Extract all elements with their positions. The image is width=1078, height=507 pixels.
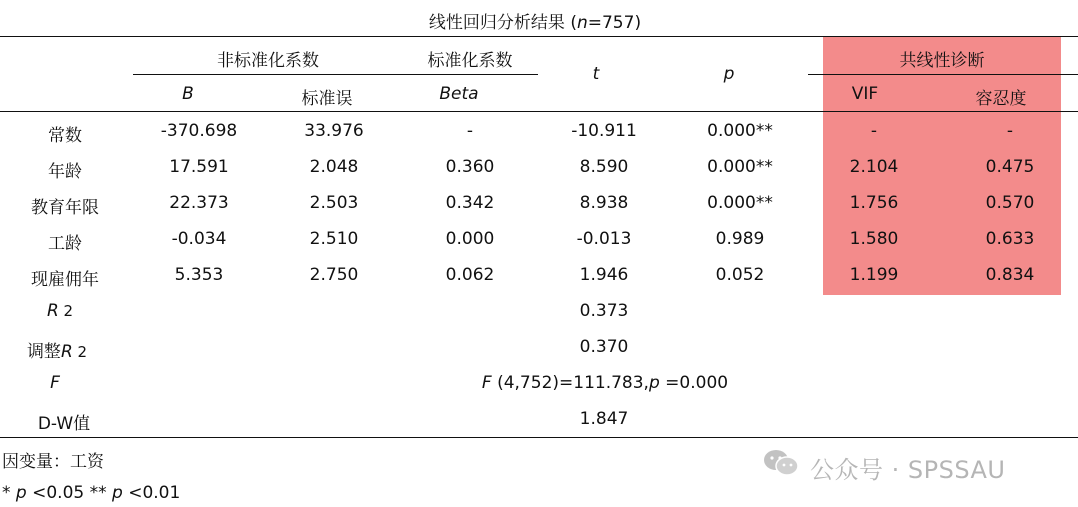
significance-note: * p <0.05 ** p <0.01	[2, 483, 181, 503]
cell-tolerance: 0.633	[985, 229, 1035, 249]
row-label: 常数	[48, 126, 82, 146]
dependent-variable-note: 因变量：工资	[2, 452, 104, 472]
top-rule	[0, 36, 1078, 37]
cell-p: 0.000**	[707, 157, 773, 177]
cell-tolerance: 0.570	[985, 193, 1035, 213]
adj-r2-label: 调整R 2	[26, 342, 88, 362]
cell-t: 8.938	[579, 193, 629, 213]
cell-b: 5.353	[174, 265, 224, 285]
cell-beta: 0.360	[445, 157, 495, 177]
cell-tolerance: -	[1006, 121, 1014, 141]
p-header: p	[723, 64, 735, 84]
cell-vif: -	[870, 121, 878, 141]
row-label: 年龄	[48, 162, 82, 182]
cell-tolerance: 0.834	[985, 265, 1035, 285]
unstd-group-rule	[133, 74, 538, 75]
cell-b: 17.591	[169, 157, 229, 177]
f-value: F (4,752)=111.783,p =0.000	[481, 373, 729, 393]
std-coef-header: 标准化系数	[427, 51, 513, 71]
bottom-rule	[0, 437, 1078, 438]
collinearity-group-rule	[808, 74, 1078, 75]
se-header: 标准误	[301, 89, 353, 109]
cell-b: -0.034	[171, 229, 227, 249]
cell-beta: -	[466, 121, 474, 141]
cell-p: 0.000**	[707, 121, 773, 141]
f-label: F	[50, 373, 60, 393]
cell-b: -370.698	[160, 121, 238, 141]
cell-t: -0.013	[576, 229, 632, 249]
unstd-coef-header: 非标准化系数	[217, 51, 319, 71]
r2-label: R 2	[46, 301, 74, 321]
table-title: 线性回归分析结果 (n=757)	[428, 13, 642, 33]
cell-vif: 1.580	[849, 229, 899, 249]
cell-se: 33.976	[304, 121, 364, 141]
cell-tolerance: 0.475	[985, 157, 1035, 177]
vif-header: VIF	[851, 84, 879, 104]
cell-t: 1.946	[579, 265, 629, 285]
collinearity-header: 共线性诊断	[899, 51, 985, 71]
cell-vif: 1.199	[849, 265, 899, 285]
cell-b: 22.373	[169, 193, 229, 213]
b-header: B	[182, 84, 194, 104]
cell-beta: 0.342	[445, 193, 495, 213]
cell-p: 0.000**	[707, 193, 773, 213]
cell-p: 0.989	[715, 229, 765, 249]
tolerance-header: 容忍度	[975, 89, 1027, 109]
cell-t: 8.590	[579, 157, 629, 177]
cell-p: 0.052	[715, 265, 765, 285]
row-label: 工龄	[48, 234, 82, 254]
cell-t: -10.911	[571, 121, 637, 141]
cell-se: 2.503	[309, 193, 359, 213]
cell-beta: 0.062	[445, 265, 495, 285]
cell-se: 2.048	[309, 157, 359, 177]
beta-header: Beta	[439, 84, 479, 104]
row-label: 教育年限	[31, 198, 99, 218]
cell-vif: 2.104	[849, 157, 899, 177]
watermark-text: 公众号 · SPSSAU	[810, 456, 1006, 484]
r2-value: 0.373	[579, 301, 629, 321]
t-header: t	[592, 64, 600, 84]
wechat-icon	[762, 448, 800, 478]
row-label: 现雇佣年	[31, 270, 99, 290]
dw-value: 1.847	[579, 409, 629, 429]
adj-r2-value: 0.370	[579, 337, 629, 357]
cell-vif: 1.756	[849, 193, 899, 213]
cell-beta: 0.000	[445, 229, 495, 249]
header-rule	[0, 111, 1078, 112]
dw-label: D-W值	[37, 414, 91, 434]
cell-se: 2.750	[309, 265, 359, 285]
cell-se: 2.510	[309, 229, 359, 249]
